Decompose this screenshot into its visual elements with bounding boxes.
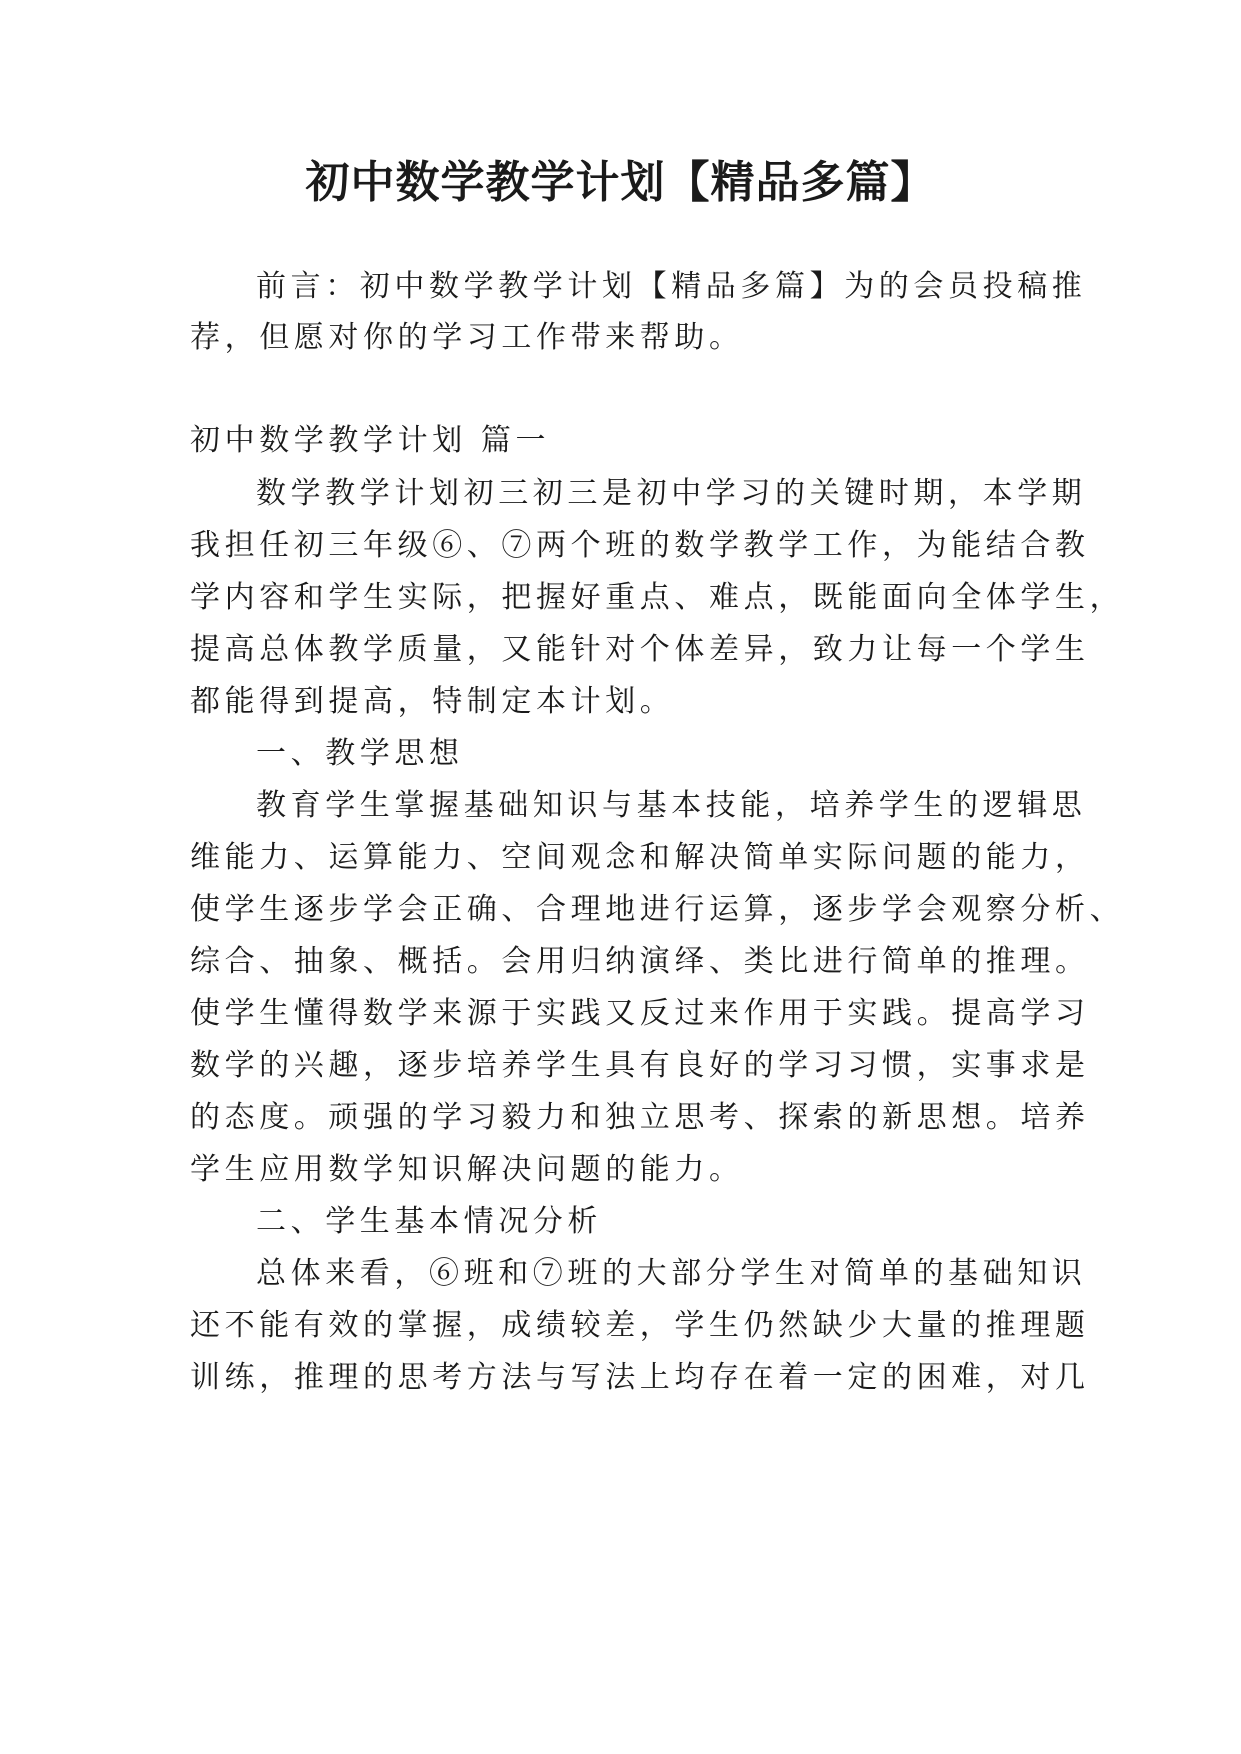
intro-line: 我担任初三年级⑥、⑦两个班的数学教学工作，为能结合教 [190,528,1090,563]
intro-line: 学内容和学生实际，把握好重点、难点，既能面向全体学生， [190,580,1125,615]
preface-line: 荐，但愿对你的学习工作带来帮助。 [190,320,744,355]
part1-line: 数学的兴趣，逐步培养学生具有良好的学习习惯，实事求是 [190,1048,1090,1083]
part1-line: 综合、抽象、概括。会用归纳演绎、类比进行简单的推理。 [190,944,1090,979]
part1-line: 学生应用数学知识解决问题的能力。 [190,1152,744,1187]
part1-line: 的态度。顽强的学习毅力和独立思考、探索的新思想。培养 [190,1100,1090,1135]
preface-line: 前言：初中数学教学计划【精品多篇】为的会员投稿推 [256,269,1087,304]
part2-line: 训练，推理的思考方法与写法上均存在着一定的困难，对几 [190,1360,1090,1395]
intro-line: 提高总体教学质量，又能针对个体差异，致力让每一个学生 [190,632,1090,667]
part2-heading: 二、学生基本情况分析 [256,1204,602,1239]
part1-line: 维能力、运算能力、空间观念和解决简单实际问题的能力， [190,840,1090,875]
intro-line: 数学教学计划初三初三是初中学习的关键时期，本学期 [256,476,1087,511]
document-title: 初中数学教学计划【精品多篇】 [305,157,936,208]
intro-line: 都能得到提高，特制定本计划。 [190,684,675,719]
part2-line: 还不能有效的掌握，成绩较差，学生仍然缺少大量的推理题 [190,1308,1090,1343]
part2-line: 总体来看，⑥班和⑦班的大部分学生对简单的基础知识 [256,1256,1087,1291]
part1-line: 教育学生掌握基础知识与基本技能，培养学生的逻辑思 [256,788,1087,823]
part1-heading: 一、教学思想 [256,736,464,771]
part1-line: 使学生懂得数学来源于实践又反过来作用于实践。提高学习 [190,996,1090,1031]
section-heading: 初中数学教学计划 篇一 [190,423,551,458]
part1-line: 使学生逐步学会正确、合理地进行运算，逐步学会观察分析、 [190,892,1125,927]
